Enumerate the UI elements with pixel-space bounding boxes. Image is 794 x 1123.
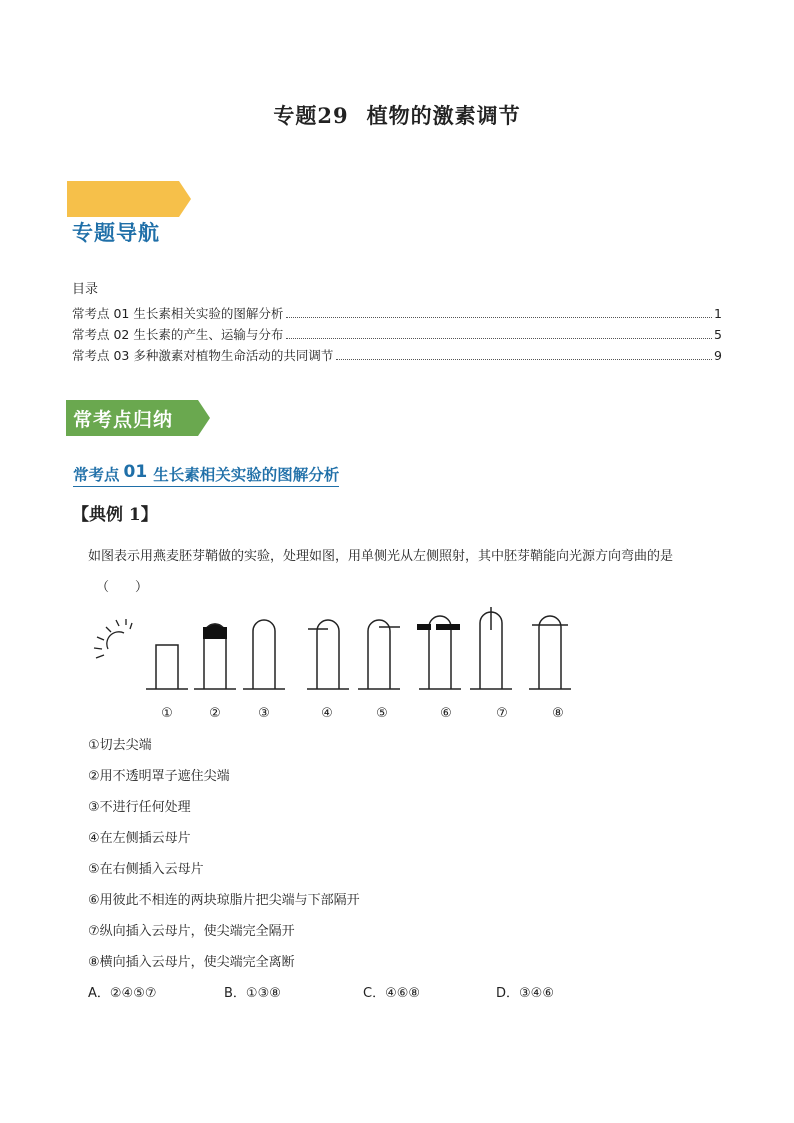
nav-heading: 专题导航: [72, 221, 160, 245]
toc-entry-label: 常考点 02 生长素的产生、运输与分布: [72, 327, 284, 342]
toc-entry-page: 5: [714, 327, 722, 342]
toc-entry-page: 1: [714, 306, 722, 321]
toc-leader: [286, 338, 712, 339]
coleoptile-3: [243, 620, 285, 689]
list-item: ⑧横向插入云母片，使尖端完全离断: [88, 955, 295, 970]
option-c[interactable]: C．④⑥⑧: [363, 986, 421, 1001]
example-label: 【典例 1】: [72, 505, 158, 525]
keypoint-number: 01: [123, 462, 148, 482]
toc-leader: [336, 359, 712, 360]
coleoptile-2: [194, 624, 236, 689]
toc-entry-label: 常考点 01 生长素相关实验的图解分析: [72, 306, 284, 321]
figure-label-4: ④: [321, 706, 333, 721]
figure-label-7: ⑦: [496, 706, 508, 721]
figure-label-5: ⑤: [376, 706, 388, 721]
option-d[interactable]: D．③④⑥: [496, 986, 554, 1001]
toc-entry-3[interactable]: [72, 346, 722, 364]
toc-entry-2[interactable]: [72, 325, 722, 343]
title-part2: 植物的激素调节: [366, 103, 521, 128]
list-item: ④在左侧插云母片: [88, 831, 191, 846]
answer-parentheses: （ ）: [96, 580, 149, 595]
coleoptile-1: [146, 645, 188, 689]
figure-label-6: ⑥: [440, 706, 452, 721]
list-item: ①切去尖端: [88, 738, 152, 753]
toc-entry-page: 9: [714, 348, 722, 363]
toc-leader: [286, 317, 712, 318]
keypoint-text: 生长素相关实验的图解分析: [153, 466, 340, 484]
nav-banner-shape: [67, 181, 191, 217]
title-part1: 专题29: [273, 103, 349, 128]
coleoptile-4: [307, 620, 349, 689]
coleoptile-5: [358, 620, 400, 689]
coleoptile-6: [417, 616, 461, 689]
coleoptile-8: [529, 616, 571, 689]
toc-heading: 目录: [72, 282, 99, 297]
keypoint-heading: [73, 463, 339, 487]
coleoptile-7: [470, 607, 512, 689]
coleoptile-figure: [86, 605, 586, 725]
list-item: ②用不透明罩子遮住尖端: [88, 769, 230, 784]
list-item: ⑦纵向插入云母片，使尖端完全隔开: [88, 924, 295, 939]
section-heading: 常考点归纳: [73, 409, 174, 431]
figure-label-8: ⑧: [552, 706, 564, 721]
option-a[interactable]: A．②④⑤⑦: [88, 986, 157, 1001]
figure-label-3: ③: [258, 706, 270, 721]
list-item: ⑤在右侧插入云母片: [88, 862, 204, 877]
list-item: ③不进行任何处理: [88, 800, 191, 815]
question-text: 如图表示用燕麦胚芽鞘做的实验，处理如图，用单侧光从左侧照射，其中胚芽鞘能向光源方向弯曲的是: [88, 549, 674, 564]
list-item: ⑥用彼此不相连的两块琼脂片把尖端与下部隔开: [88, 893, 360, 908]
option-b[interactable]: B．①③⑧: [224, 986, 281, 1001]
figure-label-2: ②: [209, 706, 221, 721]
page-title: [0, 100, 794, 130]
figure-label-1: ①: [161, 706, 173, 721]
sun-icon: [94, 619, 132, 658]
toc-entry-1[interactable]: [72, 304, 722, 322]
toc-entry-label: 常考点 03 多种激素对植物生命活动的共同调节: [72, 348, 334, 363]
keypoint-prefix: 常考点: [73, 466, 120, 484]
